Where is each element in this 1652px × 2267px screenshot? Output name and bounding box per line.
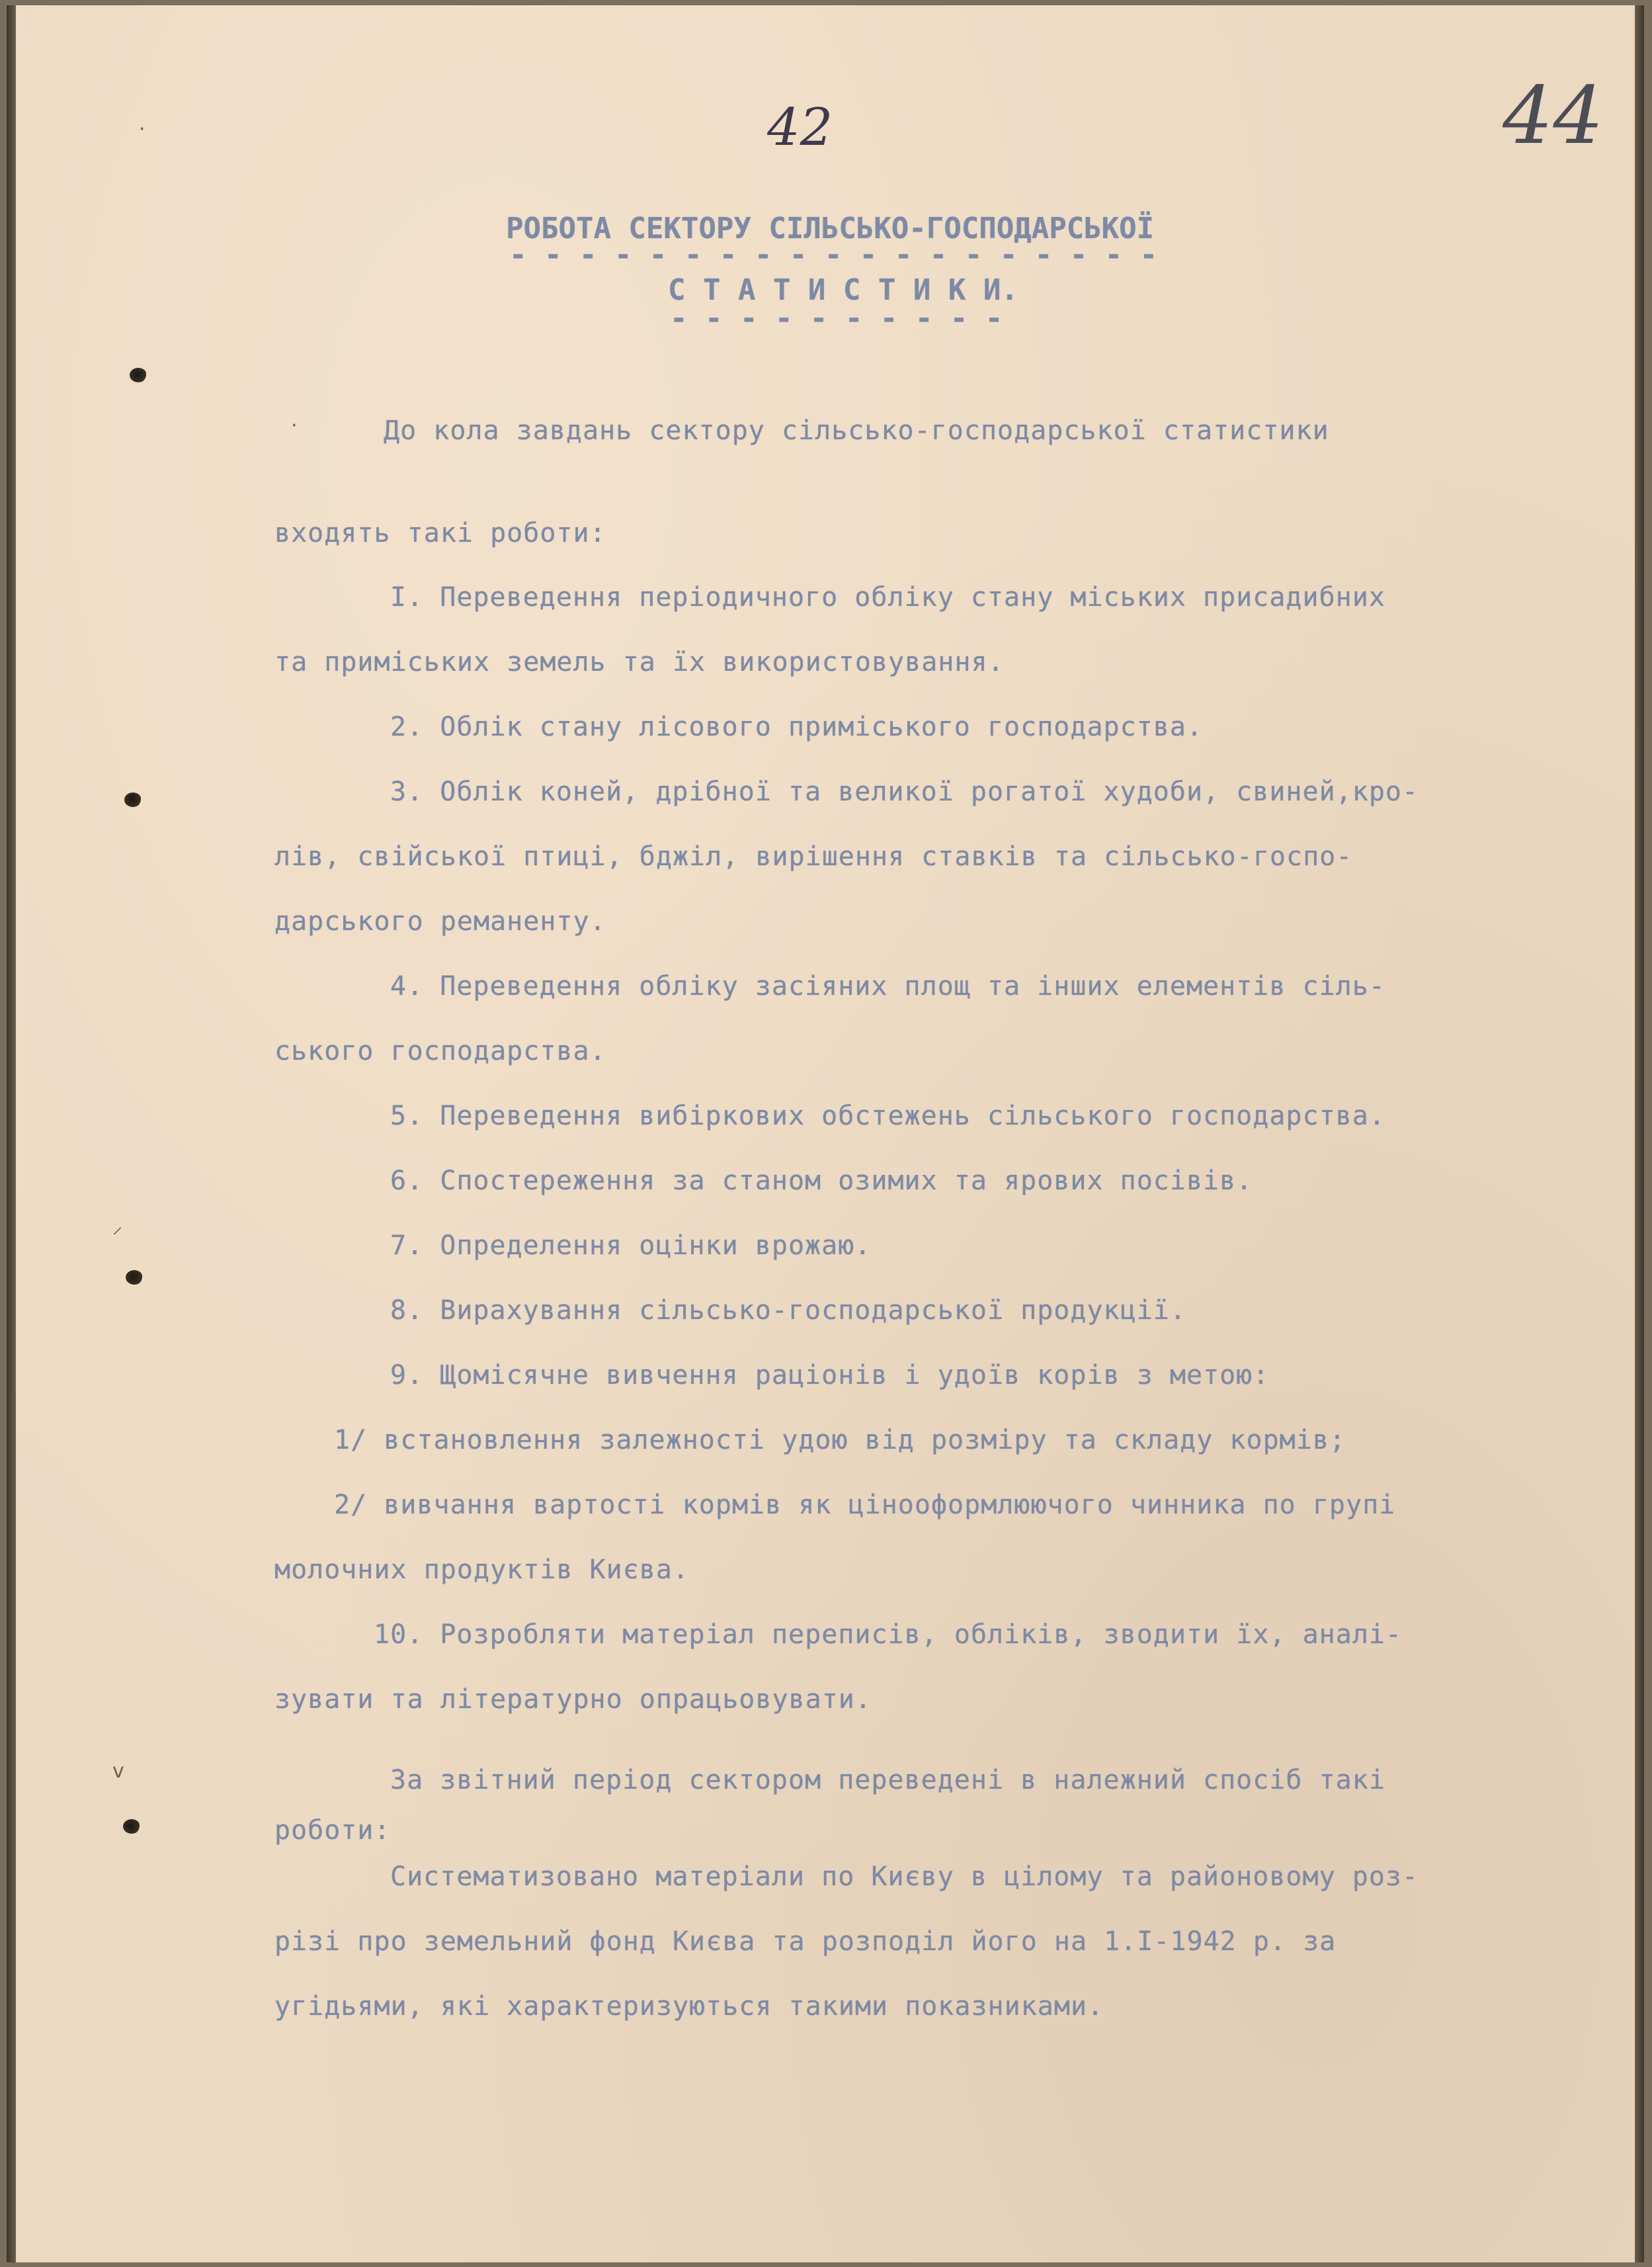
item-10-line-1: 10. Розробляти матеріал переписів, обліків, зводити їх, аналі- bbox=[374, 1619, 1403, 1650]
item-9-sub-2-line-2: молочних продуктів Києва. bbox=[274, 1555, 690, 1585]
document-title-line2: С Т А Т И С Т И К И. bbox=[668, 273, 1018, 307]
report-line-2: роботи: bbox=[274, 1815, 391, 1846]
intro-line-1: До кола завдань сектору сільсько-господарської статистики bbox=[384, 415, 1329, 446]
scan-edge-left bbox=[7, 5, 16, 2262]
paper-speck: · bbox=[291, 414, 298, 437]
item-7: 7. Определення оцінки врожаю. bbox=[390, 1230, 872, 1261]
item-10-line-2: зувати та літературно опрацьовувати. bbox=[274, 1684, 872, 1715]
paper-speck: ⸝ bbox=[112, 1215, 122, 1238]
item-3-line-1: 3. Облік коней, дрібної та великої рогатої худоби, свиней,кро- bbox=[390, 777, 1419, 807]
scan-edge-right bbox=[1635, 5, 1644, 2262]
item-9: 9. Щомісячне вивчення раціонів і удоїв корів з метою: bbox=[390, 1360, 1270, 1390]
document-title-line1: РОБОТА СЕКТОРУ СІЛЬСЬКО-ГОСПОДАРСЬКОЇ bbox=[506, 212, 1155, 245]
report-line-4: різі про земельний фонд Києва та розподіл його на 1.I-1942 р. за bbox=[274, 1926, 1337, 1957]
item-3-line-2: лів, свійської птиці, бджіл, вирішення ставків та сільсько-госпо- bbox=[274, 841, 1353, 872]
item-6: 6. Спостереження за станом озимих та ярових посівів. bbox=[390, 1166, 1253, 1196]
handwritten-sheet-number: 44 bbox=[1503, 70, 1604, 162]
title-underline-1: - - - - - - - - - - - - - - - - - - - bbox=[509, 238, 1158, 272]
item-4-line-2: ського господарства. bbox=[274, 1036, 606, 1066]
report-line-3: Систематизовано матеріали по Києву в цілому та районовому роз- bbox=[390, 1861, 1419, 1892]
item-9-sub-2-line-1: 2/ вивчання вартості кормів як цінооформлюючого чинника по групі bbox=[334, 1490, 1396, 1520]
item-8: 8. Вирахування сільсько-господарської продукції. bbox=[390, 1295, 1186, 1326]
binding-hole bbox=[126, 1270, 143, 1285]
report-line-5: угідьями, які характеризуються такими показниками. bbox=[274, 1991, 1104, 2022]
binding-hole bbox=[124, 792, 142, 807]
intro-line-2: входять такі роботи: bbox=[274, 518, 606, 548]
binding-hole bbox=[130, 368, 147, 382]
item-5: 5. Переведення вибіркових обстежень сільського господарства. bbox=[390, 1101, 1385, 1131]
item-3-line-3: дарського реманенту. bbox=[274, 906, 606, 937]
item-1-line-2: та приміських земель та їх використовування. bbox=[274, 647, 1005, 677]
handwritten-page-number: 42 bbox=[767, 98, 833, 157]
item-2: 2. Облік стану лісового приміського господарства. bbox=[390, 712, 1204, 742]
archival-document-page bbox=[7, 5, 1644, 2262]
item-1-line-1: I. Переведення періодичного обліку стану міських присадибних bbox=[390, 582, 1385, 613]
item-9-sub-1: 1/ встановлення залежності удою від розміру та складу кормів; bbox=[334, 1425, 1346, 1455]
binding-hole bbox=[123, 1819, 140, 1834]
report-line-1: За звітний період сектором переведені в належний спосіб такі bbox=[390, 1765, 1385, 1795]
item-4-line-1: 4. Переведення обліку засіяних площ та інших елементів сіль- bbox=[390, 971, 1385, 1002]
paper-speck: v bbox=[112, 1760, 124, 1783]
paper-speck: · bbox=[139, 118, 145, 141]
title-underline-2: - - - - - - - - - - bbox=[670, 302, 1003, 335]
